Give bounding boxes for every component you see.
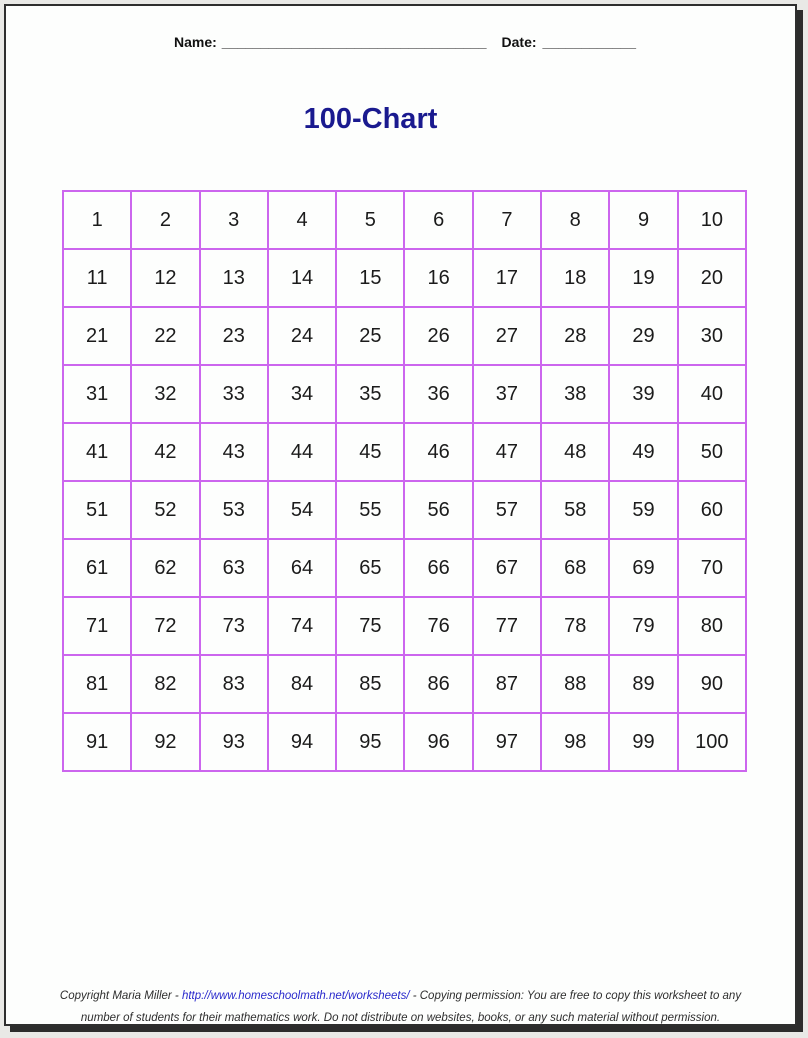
grid-cell: 43 — [200, 423, 268, 481]
grid-cell: 15 — [336, 249, 404, 307]
grid-cell: 81 — [63, 655, 131, 713]
grid-cell: 64 — [268, 539, 336, 597]
table-row — [63, 365, 746, 423]
grid-cell: 41 — [63, 423, 131, 481]
copyright-text-prefix: Copyright Maria Miller - — [59, 990, 182, 1002]
grid-cell: 68 — [541, 539, 609, 597]
grid-cell: 51 — [63, 481, 131, 539]
grid-cell: 25 — [336, 307, 404, 365]
grid-cell: 57 — [473, 481, 541, 539]
grid-cell: 72 — [131, 597, 199, 655]
grid-cell: 38 — [541, 365, 609, 423]
grid-cell: 22 — [131, 307, 199, 365]
table-row — [63, 713, 746, 771]
grid-cell: 14 — [268, 249, 336, 307]
grid-cell: 67 — [473, 539, 541, 597]
grid-cell: 16 — [404, 249, 472, 307]
grid-cell: 50 — [678, 423, 746, 481]
table-row — [63, 655, 746, 713]
grid-cell: 90 — [678, 655, 746, 713]
table-row — [63, 481, 746, 539]
grid-cell: 71 — [63, 597, 131, 655]
grid-cell: 91 — [63, 713, 131, 771]
grid-cell: 77 — [473, 597, 541, 655]
grid-cell: 87 — [473, 655, 541, 713]
grid-cell: 63 — [200, 539, 268, 597]
grid-cell: 28 — [541, 307, 609, 365]
grid-cell: 73 — [200, 597, 268, 655]
grid-cell: 54 — [268, 481, 336, 539]
copyright-footer — [8, 985, 793, 1029]
grid-cell: 24 — [268, 307, 336, 365]
grid-cell: 34 — [268, 365, 336, 423]
copyright-line1 — [8, 985, 793, 1007]
grid-cell: 94 — [268, 713, 336, 771]
page-title: 100-Chart — [303, 103, 438, 135]
grid-cell: 3 — [200, 191, 268, 249]
grid-cell: 74 — [268, 597, 336, 655]
grid-cell: 45 — [336, 423, 404, 481]
grid-cell: 95 — [336, 713, 404, 771]
grid-cell: 62 — [131, 539, 199, 597]
grid-cell: 46 — [404, 423, 472, 481]
grid-cell: 58 — [541, 481, 609, 539]
grid-cell: 12 — [131, 249, 199, 307]
grid-cell: 80 — [678, 597, 746, 655]
grid-cell: 53 — [200, 481, 268, 539]
grid-cell: 17 — [473, 249, 541, 307]
grid-cell: 66 — [404, 539, 472, 597]
grid-cell: 61 — [63, 539, 131, 597]
grid-cell: 8 — [541, 191, 609, 249]
grid-cell: 39 — [609, 365, 677, 423]
grid-cell: 59 — [609, 481, 677, 539]
hundred-chart-table — [62, 190, 747, 772]
name-date-header — [174, 34, 636, 50]
grid-cell: 44 — [268, 423, 336, 481]
grid-cell: 31 — [63, 365, 131, 423]
name-blank-line: __________________________________ — [221, 34, 487, 50]
grid-cell: 23 — [200, 307, 268, 365]
grid-cell: 18 — [541, 249, 609, 307]
table-row — [63, 191, 746, 249]
grid-cell: 37 — [473, 365, 541, 423]
grid-cell: 27 — [473, 307, 541, 365]
grid-cell: 19 — [609, 249, 677, 307]
table-row — [63, 597, 746, 655]
grid-cell: 42 — [131, 423, 199, 481]
grid-cell: 70 — [678, 539, 746, 597]
grid-cell: 47 — [473, 423, 541, 481]
grid-cell: 13 — [200, 249, 268, 307]
grid-cell: 6 — [404, 191, 472, 249]
homeschoolmath-link[interactable]: http://www.homeschoolmath.net/worksheets/ — [181, 990, 410, 1002]
grid-cell: 55 — [336, 481, 404, 539]
date-blank-line: ____________ — [542, 34, 636, 50]
grid-cell: 60 — [678, 481, 746, 539]
grid-cell: 98 — [541, 713, 609, 771]
grid-cell: 20 — [678, 249, 746, 307]
grid-cell: 69 — [609, 539, 677, 597]
name-label: Name: — [174, 34, 217, 50]
grid-cell: 86 — [404, 655, 472, 713]
grid-cell: 9 — [609, 191, 677, 249]
grid-cell: 100 — [678, 713, 746, 771]
grid-cell: 40 — [678, 365, 746, 423]
copyright-text-suffix: - Copying permission: You are free to copy this worksheet to any — [409, 990, 742, 1002]
grid-cell: 88 — [541, 655, 609, 713]
grid-cell: 89 — [609, 655, 677, 713]
grid-cell: 5 — [336, 191, 404, 249]
table-row — [63, 307, 746, 365]
grid-cell: 35 — [336, 365, 404, 423]
grid-cell: 92 — [131, 713, 199, 771]
grid-cell: 97 — [473, 713, 541, 771]
worksheet-page — [4, 4, 797, 1026]
grid-cell: 11 — [63, 249, 131, 307]
grid-cell: 36 — [404, 365, 472, 423]
grid-cell: 96 — [404, 713, 472, 771]
grid-cell: 4 — [268, 191, 336, 249]
grid-cell: 48 — [541, 423, 609, 481]
grid-cell: 79 — [609, 597, 677, 655]
grid-cell: 33 — [200, 365, 268, 423]
grid-cell: 65 — [336, 539, 404, 597]
table-row — [63, 249, 746, 307]
grid-cell: 83 — [200, 655, 268, 713]
grid-cell: 76 — [404, 597, 472, 655]
grid-cell: 30 — [678, 307, 746, 365]
grid-cell: 93 — [200, 713, 268, 771]
grid-cell: 29 — [609, 307, 677, 365]
grid-cell: 10 — [678, 191, 746, 249]
grid-cell: 85 — [336, 655, 404, 713]
grid-cell: 82 — [131, 655, 199, 713]
date-label: Date: — [501, 34, 537, 50]
grid-cell: 21 — [63, 307, 131, 365]
table-row — [63, 539, 746, 597]
grid-cell: 99 — [609, 713, 677, 771]
grid-cell: 7 — [473, 191, 541, 249]
grid-cell: 26 — [404, 307, 472, 365]
grid-cell: 75 — [336, 597, 404, 655]
grid-cell: 2 — [131, 191, 199, 249]
grid-cell: 49 — [609, 423, 677, 481]
grid-cell: 84 — [268, 655, 336, 713]
grid-cell: 32 — [131, 365, 199, 423]
hundred-chart-body — [63, 191, 746, 771]
grid-cell: 56 — [404, 481, 472, 539]
copyright-line2: number of students for their mathematics work. Do not distribute on websites, books, or any such material without permission. — [80, 1012, 721, 1024]
grid-cell: 1 — [63, 191, 131, 249]
grid-cell: 52 — [131, 481, 199, 539]
grid-cell: 78 — [541, 597, 609, 655]
table-row — [63, 423, 746, 481]
